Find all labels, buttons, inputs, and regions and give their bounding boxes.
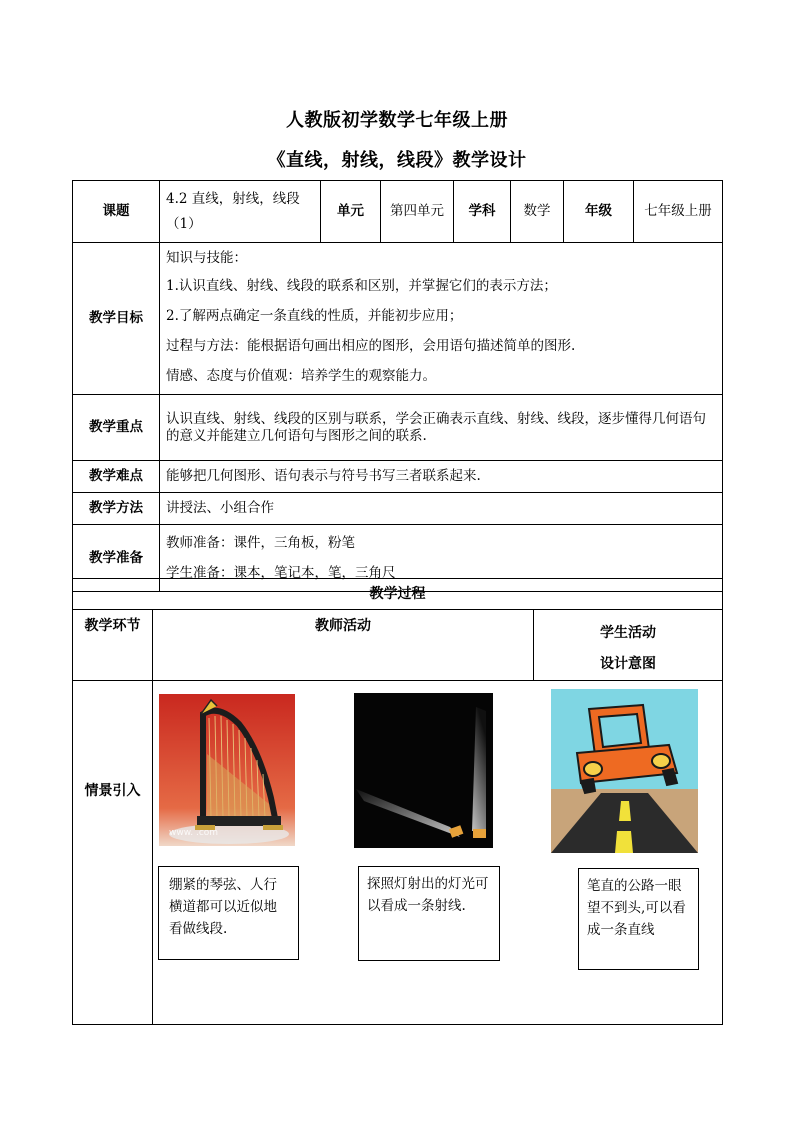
goals-label: 教学目标 <box>73 243 160 395</box>
difficulty-label: 教学难点 <box>73 461 160 493</box>
unit-label: 单元 <box>321 181 381 243</box>
unit-value: 第四单元 <box>381 181 454 243</box>
student-preparation: 学生准备：课本，笔记本，笔，三角尺 <box>166 565 396 581</box>
col-stage-header: 教学环节 <box>73 610 153 681</box>
stage-intro-label: 情景引入 <box>73 681 153 1025</box>
harp-caption: 绷紧的琴弦、人行横道都可以近似地看做线段. <box>158 866 299 960</box>
document-subtitle: 《直线，射线，线段》教学设计 <box>267 150 527 171</box>
preparation-label: 教学准备 <box>73 525 160 592</box>
subject-value: 数学 <box>511 181 564 243</box>
key-points-text: 认识直线、射线、线段的区别与联系，学会正确表示直线、射线、线段，逐步懂得几何语句的意义并能建立几何语句与图形之间的联系. <box>160 395 723 461</box>
col-student-header <box>534 610 723 681</box>
goals-line: 过程与方法：能根据语句画出相应的图形，会用语句描述简单的图形. <box>166 338 576 354</box>
harp-watermark: www. .com <box>169 828 219 838</box>
subject-label: 学科 <box>454 181 511 243</box>
method-text: 讲授法、小组合作 <box>160 493 723 525</box>
topic-value-line1: 4.2 直线，射线，线段 <box>166 190 300 207</box>
goals-line: 1.认识直线、射线、线段的联系和区别，并掌握它们的表示方法； <box>166 278 557 294</box>
harp-image <box>159 694 295 846</box>
topic-value-line2: （1） <box>166 215 202 232</box>
key-points-label: 教学重点 <box>73 395 160 461</box>
topic-value <box>160 181 321 243</box>
topic-label: 课题 <box>73 181 160 243</box>
searchlight-image <box>354 693 493 848</box>
grade-value: 七年级上册 <box>634 181 723 243</box>
design-intent-header: 设计意图 <box>600 656 656 672</box>
searchlight-caption: 探照灯射出的灯光可以看成一条射线. <box>358 866 500 961</box>
goals-line: 2.了解两点确定一条直线的性质，并能初步应用； <box>166 308 463 324</box>
lesson-info-table <box>72 180 723 592</box>
goals-line: 情感、态度与价值观：培养学生的观察能力。 <box>166 368 436 384</box>
grade-label: 年级 <box>564 181 634 243</box>
method-label: 教学方法 <box>73 493 160 525</box>
goals-line: 知识与技能： <box>166 250 247 266</box>
col-teacher-header: 教师活动 <box>153 610 534 681</box>
difficulty-text: 能够把几何图形、语句表示与符号书写三者联系起来. <box>160 461 723 493</box>
teacher-preparation: 教师准备：课件，三角板，粉笔 <box>166 535 355 551</box>
goals-content <box>160 243 723 395</box>
road-caption: 笔直的公路一眼望不到头,可以看成一条直线 <box>578 868 699 970</box>
document-title: 人教版初学数学七年级上册 <box>286 110 508 131</box>
student-activity-header: 学生活动 <box>600 625 656 641</box>
road-car-image <box>551 689 698 853</box>
process-title: 教学过程 <box>73 579 723 610</box>
